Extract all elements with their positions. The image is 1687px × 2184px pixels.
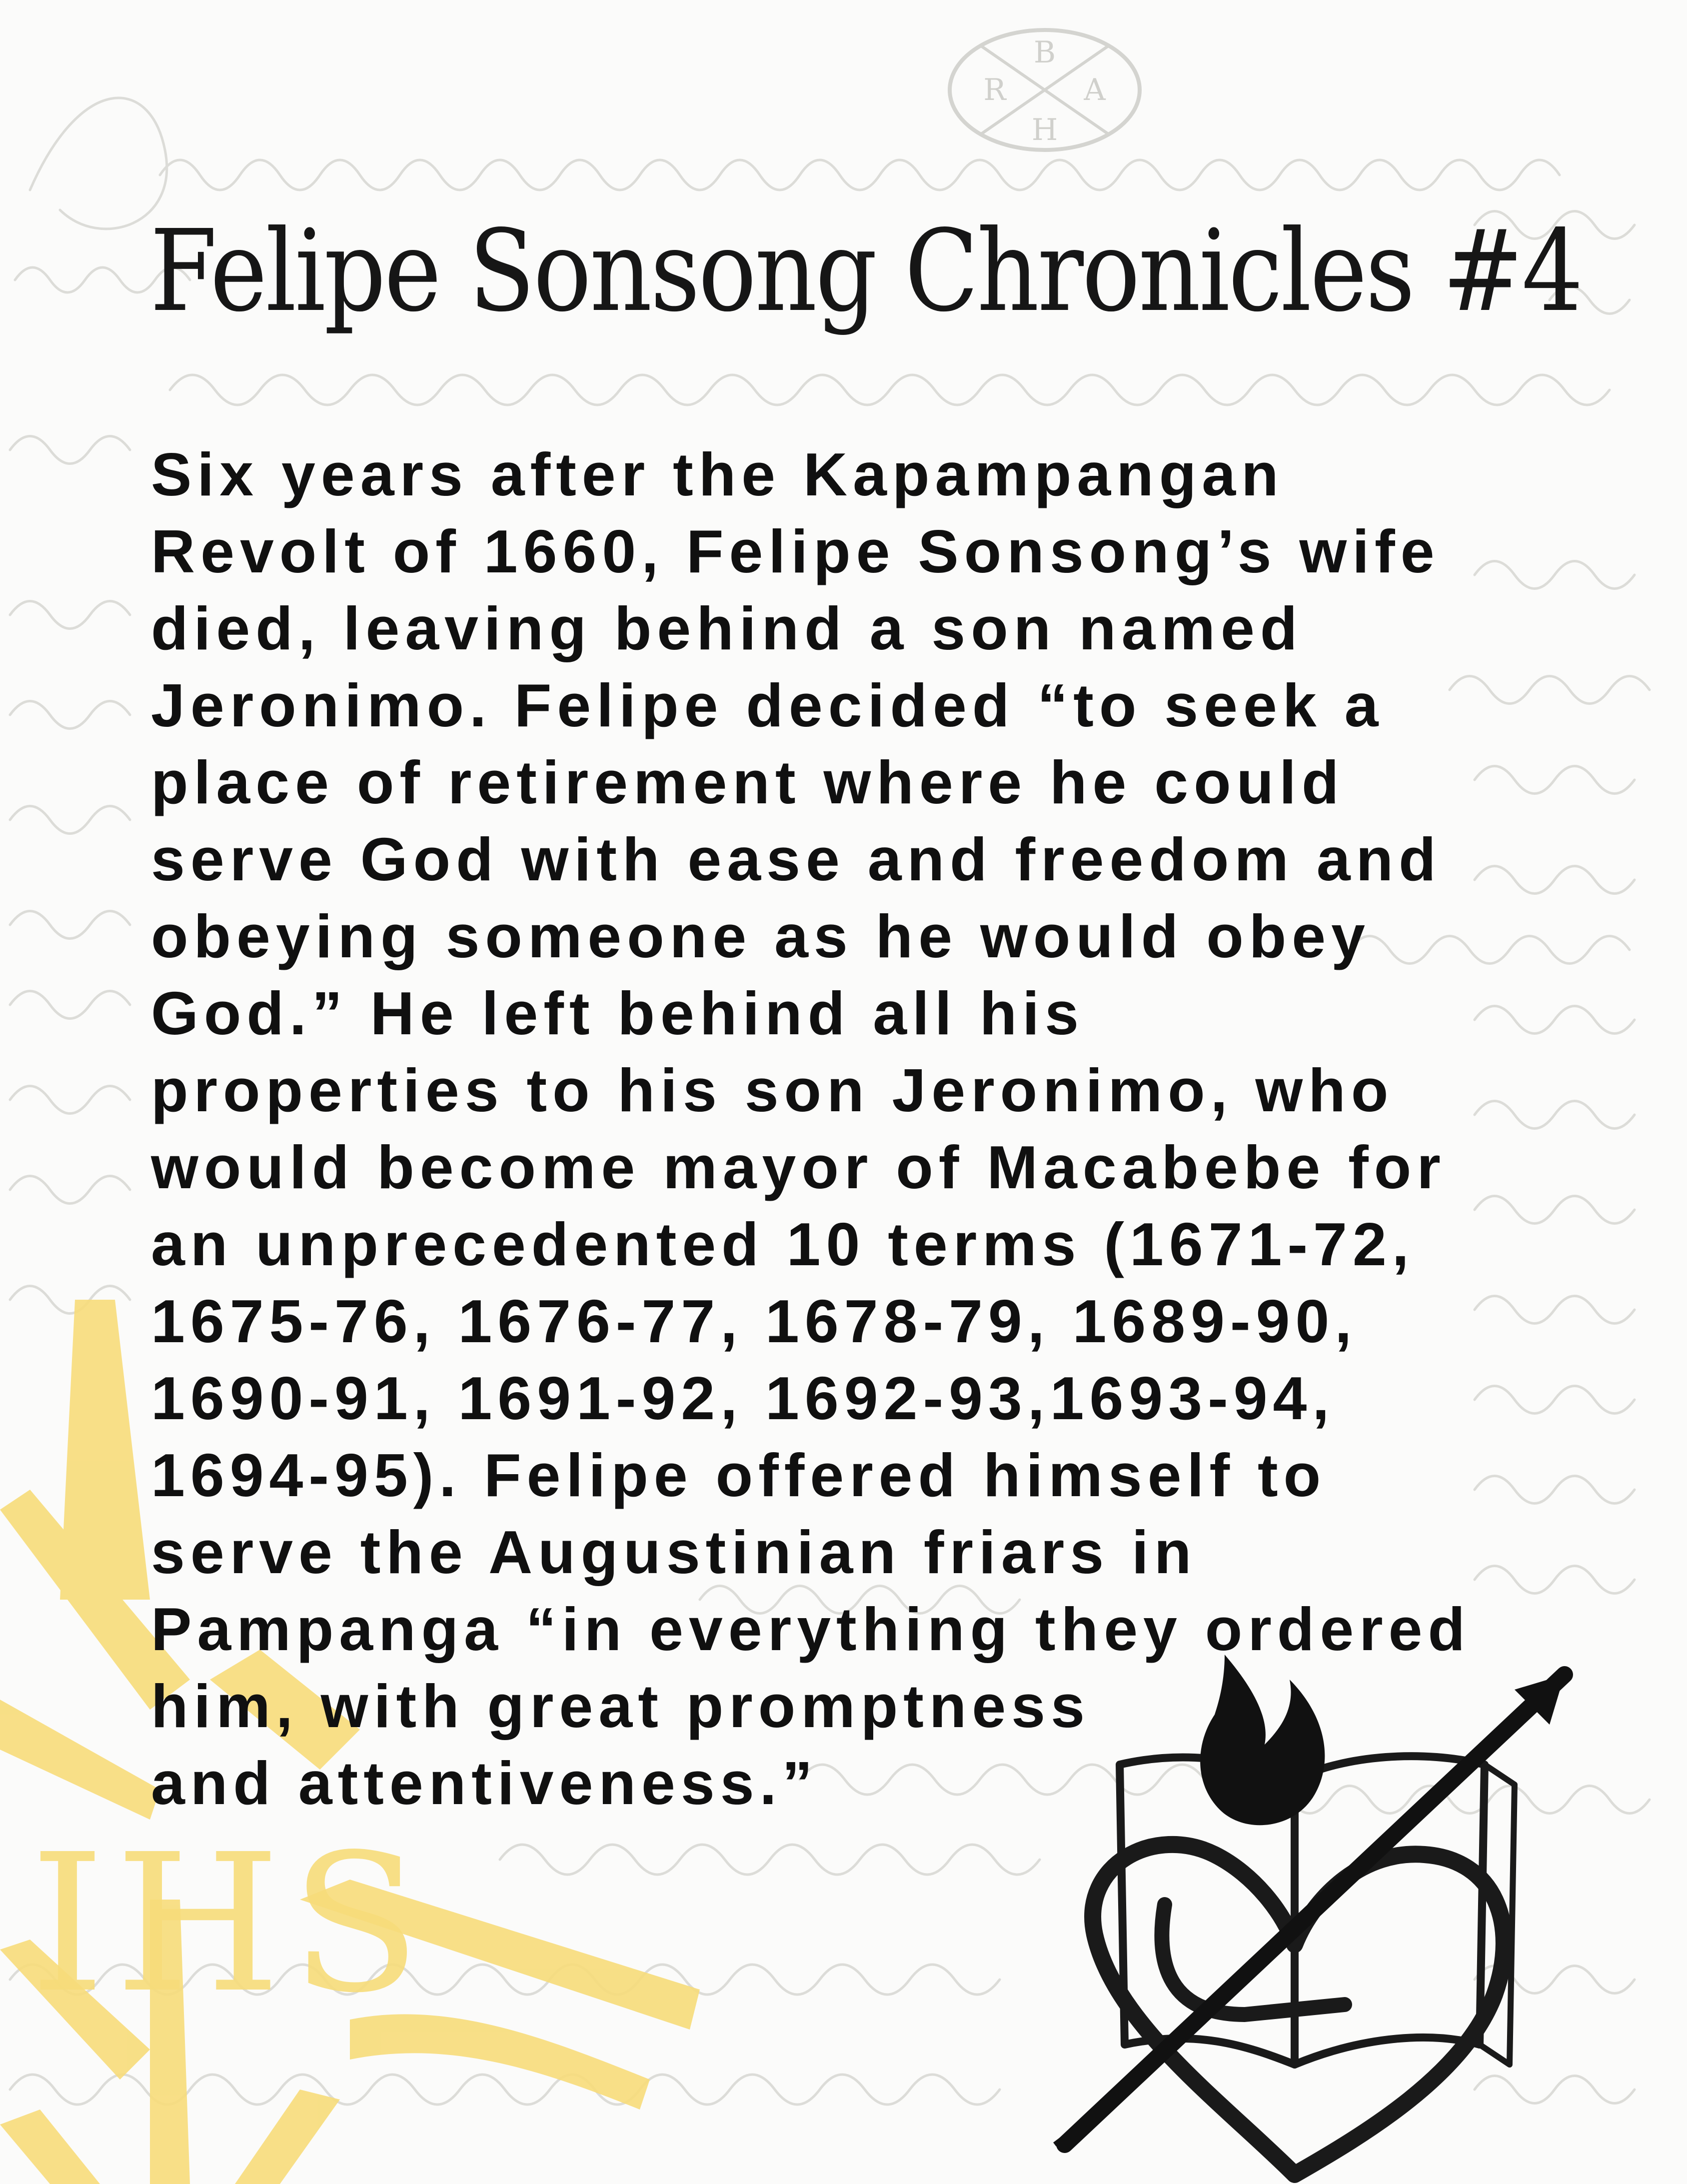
seal-letter-b: B <box>1033 35 1056 70</box>
seal-letter-h: H <box>1031 112 1058 147</box>
body-line: Revolt of 1660, Felipe Sonsong’s wife <box>151 517 1440 585</box>
body-line: serve God with ease and freedom and <box>151 825 1442 893</box>
rbah-seal-icon <box>940 15 1150 165</box>
body-line: and attentiveness.” <box>151 1749 818 1817</box>
body-line: Pampanga “in everything they ordered <box>151 1595 1471 1663</box>
body-line: him, with great promptness <box>151 1672 1090 1740</box>
ihs-watermark-letters: IHS <box>30 1813 431 2035</box>
body-line: God.” He left behind all his <box>151 979 1085 1047</box>
body-line: would become mayor of Macabebe for <box>151 1133 1446 1201</box>
body-line: Jeronimo. Felipe decided “to seek a <box>151 671 1384 739</box>
body-line: 1675-76, 1676-77, 1678-79, 1689-90, <box>151 1287 1358 1355</box>
body-line: 1690-91, 1691-92, 1692-93,1693-94, <box>151 1364 1335 1432</box>
body-line: 1694-95). Felipe offered himself to <box>151 1441 1327 1509</box>
body-line: obeying someone as he would obey <box>151 902 1371 970</box>
body-line: serve the Augustinian friars in <box>151 1518 1197 1586</box>
body-line: an unprecedented 10 terms (1671-72, <box>151 1210 1415 1278</box>
page-title: Felipe Sonsong Chronicles #4 <box>150 206 1582 337</box>
body-text <box>151 436 1551 1822</box>
body-line: died, leaving behind a son named <box>151 594 1303 662</box>
body-line: Six years after the Kapampangan <box>151 440 1284 508</box>
seal-letter-a: A <box>1084 72 1106 107</box>
body-line: properties to his son Jeronimo, who <box>151 1056 1394 1124</box>
seal-letter-r: R <box>983 72 1006 107</box>
augustinian-heart-book-arrow-icon <box>1035 1615 1585 2184</box>
body-line: place of retirement where he could <box>151 748 1345 816</box>
